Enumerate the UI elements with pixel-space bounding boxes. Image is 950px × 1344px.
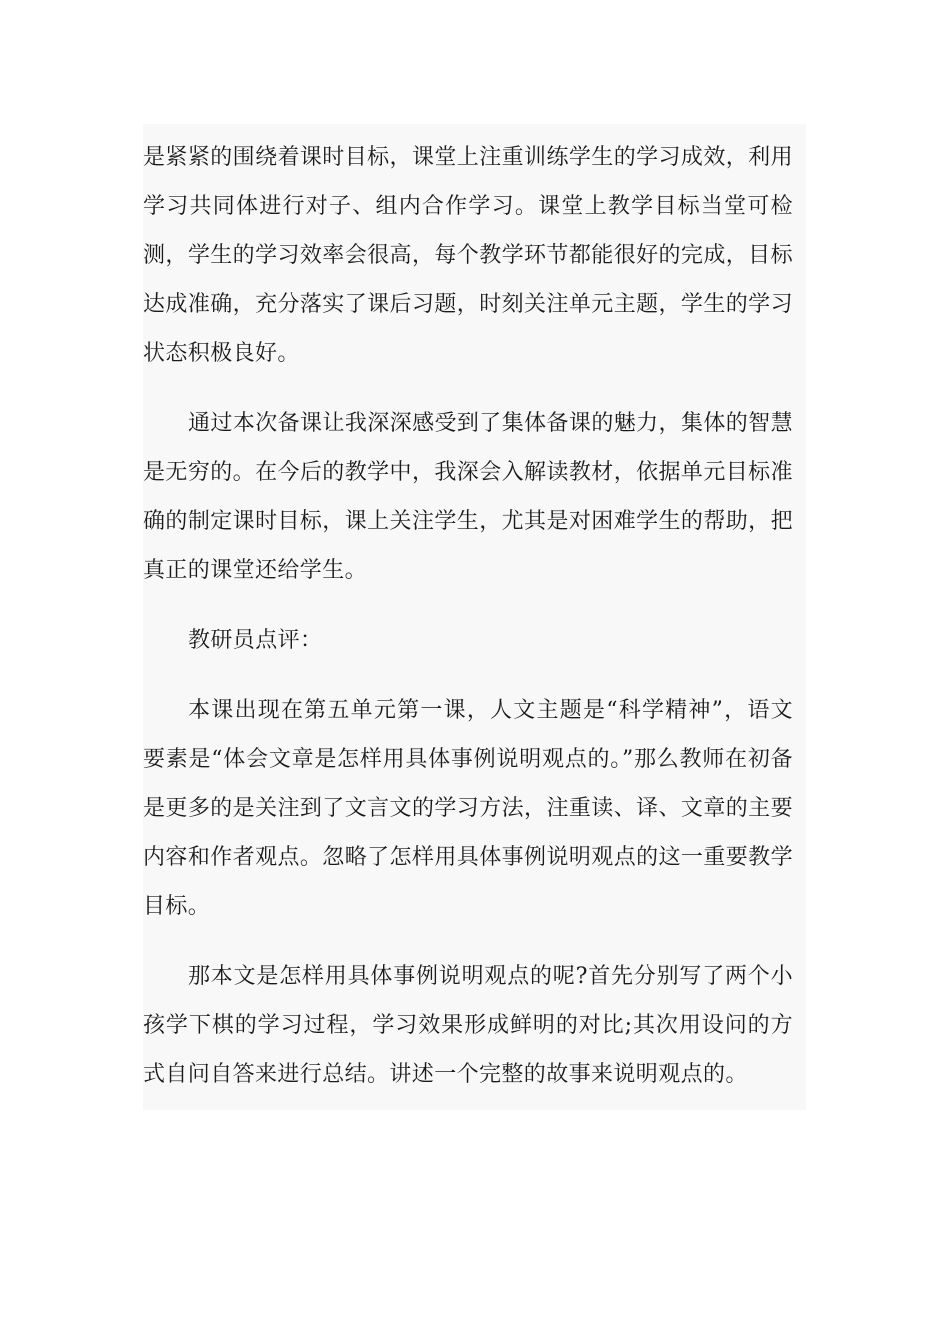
- paragraph-collective-prep: 通过本次备课让我深深感受到了集体备课的魅力，集体的智慧是无穷的。在今后的教学中，我深会入解读教材，依据单元目标准确的制定课时目标，课上关注学生，尤其是对困难学生的帮助，把真正的课堂还给学生。: [143, 411, 793, 583]
- paragraph-example-explanation: 那本文是怎样用具体事例说明观点的呢?首先分别写了两个小孩学下棋的学习过程，学习效果形成鲜明的对比;其次用设问的方式自问自答来进行总结。讲述一个完整的故事来说明观点的。: [143, 964, 793, 1087]
- paragraph-gap: [143, 595, 806, 616]
- section-heading-reviewer-comment: 教研员点评：: [188, 628, 323, 653]
- paragraph-gap: [143, 665, 806, 686]
- paragraph-lesson-analysis: 本课出现在第五单元第一课，人文主题是“科学精神”，语文要素是“体会文章是怎样用具体事例说明观点的。”那么教师在初备是更多的是关注到了文言文的学习方法，注重读、译、文章的主要内容和作者观点。忽略了怎样用具体事例说明观点的这一重要教学目标。: [143, 698, 793, 919]
- paragraph-gap: [143, 378, 806, 399]
- paragraph-gap: [143, 931, 806, 952]
- paragraph-continuation: 是紧紧的围绕着课时目标，课堂上注重训练学生的学习成效，利用学习共同体进行对子、组内合作学习。课堂上教学目标当堂可检测，学生的学习效率会很高，每个教学环节都能很好的完成，目标达成准确，充分落实了课后习题，时刻关注单元主题，学生的学习状态积极良好。: [143, 145, 793, 366]
- text-block: [143, 124, 806, 1110]
